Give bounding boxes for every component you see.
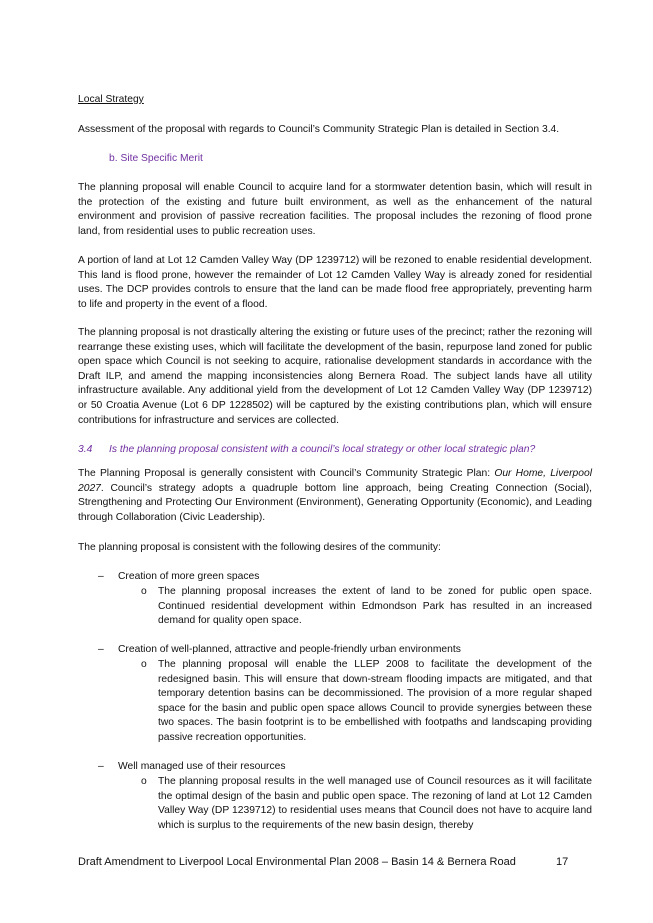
- plan-name: Our Home, Liverpool 2027: [78, 468, 592, 494]
- section-number: 3.4: [78, 444, 93, 455]
- circle-bullet: o: [141, 659, 147, 670]
- footer-title: Draft Amendment to Liverpool Local Environmental Plan 2008 – Basin 14 & Bernera Road: [78, 856, 516, 868]
- circle-bullet: o: [141, 586, 147, 597]
- paragraph-4: [78, 467, 592, 525]
- dash-bullet: –: [98, 571, 104, 582]
- section-3-4-heading: [78, 443, 592, 458]
- dash-bullet: –: [98, 644, 104, 655]
- bullet-title: Creation of well-planned, attractive and people-friendly urban environments: [118, 644, 461, 655]
- site-merit-heading: b. Site Specific Merit: [109, 153, 203, 164]
- page-footer: [78, 856, 578, 868]
- section-title: Is the planning proposal consistent with a council’s local strategy or other local strategic plan?: [109, 444, 536, 455]
- list-item: [78, 570, 592, 630]
- dash-bullet: –: [98, 761, 104, 772]
- paragraph-3: The planning proposal is not drastically altering the existing or future uses of the precinct; rather the rezoning will rearrange these existing uses, which will facilitate the development of the basin, repurpose land zoned for public open space which Council is not seeking to acquire, rationalise development standards in accordance with the Draft ILP, and amend the mapping inconsistencies along Bernera Road. The subject lands have all utility infrastructure available. Any additional yield from the development of Lot 12 Camden Valley Way (DP 1239712) or 50 Croatia Avenue (Lot 6 DP 1228502) will be captured by the existing contributions plan, which will ensure contributions for infrastructure and services are collected.: [78, 327, 592, 426]
- page-number: 17: [556, 856, 569, 868]
- bullet-title: Well managed use of their resources: [118, 761, 286, 772]
- paragraph-1: The planning proposal will enable Council to acquire land for a stormwater detention basin, which will result in the protection of the existing and future built environment, as well as the enhancement of the natural environment and provision of passive recreation facilities. The proposal includes the rezoning of flood prone land, from residential uses to public recreation uses.: [78, 182, 592, 237]
- bullet-title: Creation of more green spaces: [118, 571, 260, 582]
- paragraph-4-text-cont: . Council’s strategy adopts a quadruple bottom line approach, being Creating Connection (Social), Strengthening and Protecting Our Environment (Environment), Generating Opportunity (Economic), and Leading through Collaboration (Civic Leadership).: [78, 482, 592, 523]
- list-item: [78, 760, 592, 840]
- paragraph-5: The planning proposal is consistent with the following desires of the community:: [78, 542, 441, 553]
- assessment-text: Assessment of the proposal with regards to Council’s Community Strategic Plan is detailed in Section 3.4.: [78, 124, 560, 135]
- bullet-text: The planning proposal results in the well managed use of Council resources as it will facilitate the optimal design of the basin and public open space. The rezoning of land at Lot 12 Camden Valley Way (DP 1239712) to residential uses means that Council does not have to acquire land which is surplus to the requirements of the new basin design, thereby: [158, 776, 592, 831]
- bullet-text: The planning proposal will enable the LLEP 2008 to facilitate the development of the redesigned basin. This will ensure that down-stream flooding impacts are mitigated, and that temporary detention basins can be decommissioned. The provision of a more regular shaped space for the basin and public open space allows Council to provide synergies between these two spaces. The basin footprint is to be embellished with footpaths and landscaping providing passive recreation opportunities.: [158, 659, 592, 743]
- paragraph-2: A portion of land at Lot 12 Camden Valley Way (DP 1239712) will be rezoned to enable residential development. This land is flood prone, however the remainder of Lot 12 Camden Valley Way is already zoned for residential uses. The DCP provides controls to ensure that the land can be made flood free appropriately, preventing harm to life and property in the event of a flood.: [78, 255, 592, 310]
- bullet-text: The planning proposal increases the extent of land to be zoned for public open space. Continued residential development within Edmondson Park has resulted in an increased demand for quality open space.: [158, 586, 592, 627]
- local-strategy-heading: Local Strategy: [78, 94, 144, 105]
- paragraph-4-text: The Planning Proposal is generally consistent with Council’s Community Strategic Plan:: [78, 468, 495, 479]
- list-item: [78, 643, 592, 748]
- circle-bullet: o: [141, 776, 147, 787]
